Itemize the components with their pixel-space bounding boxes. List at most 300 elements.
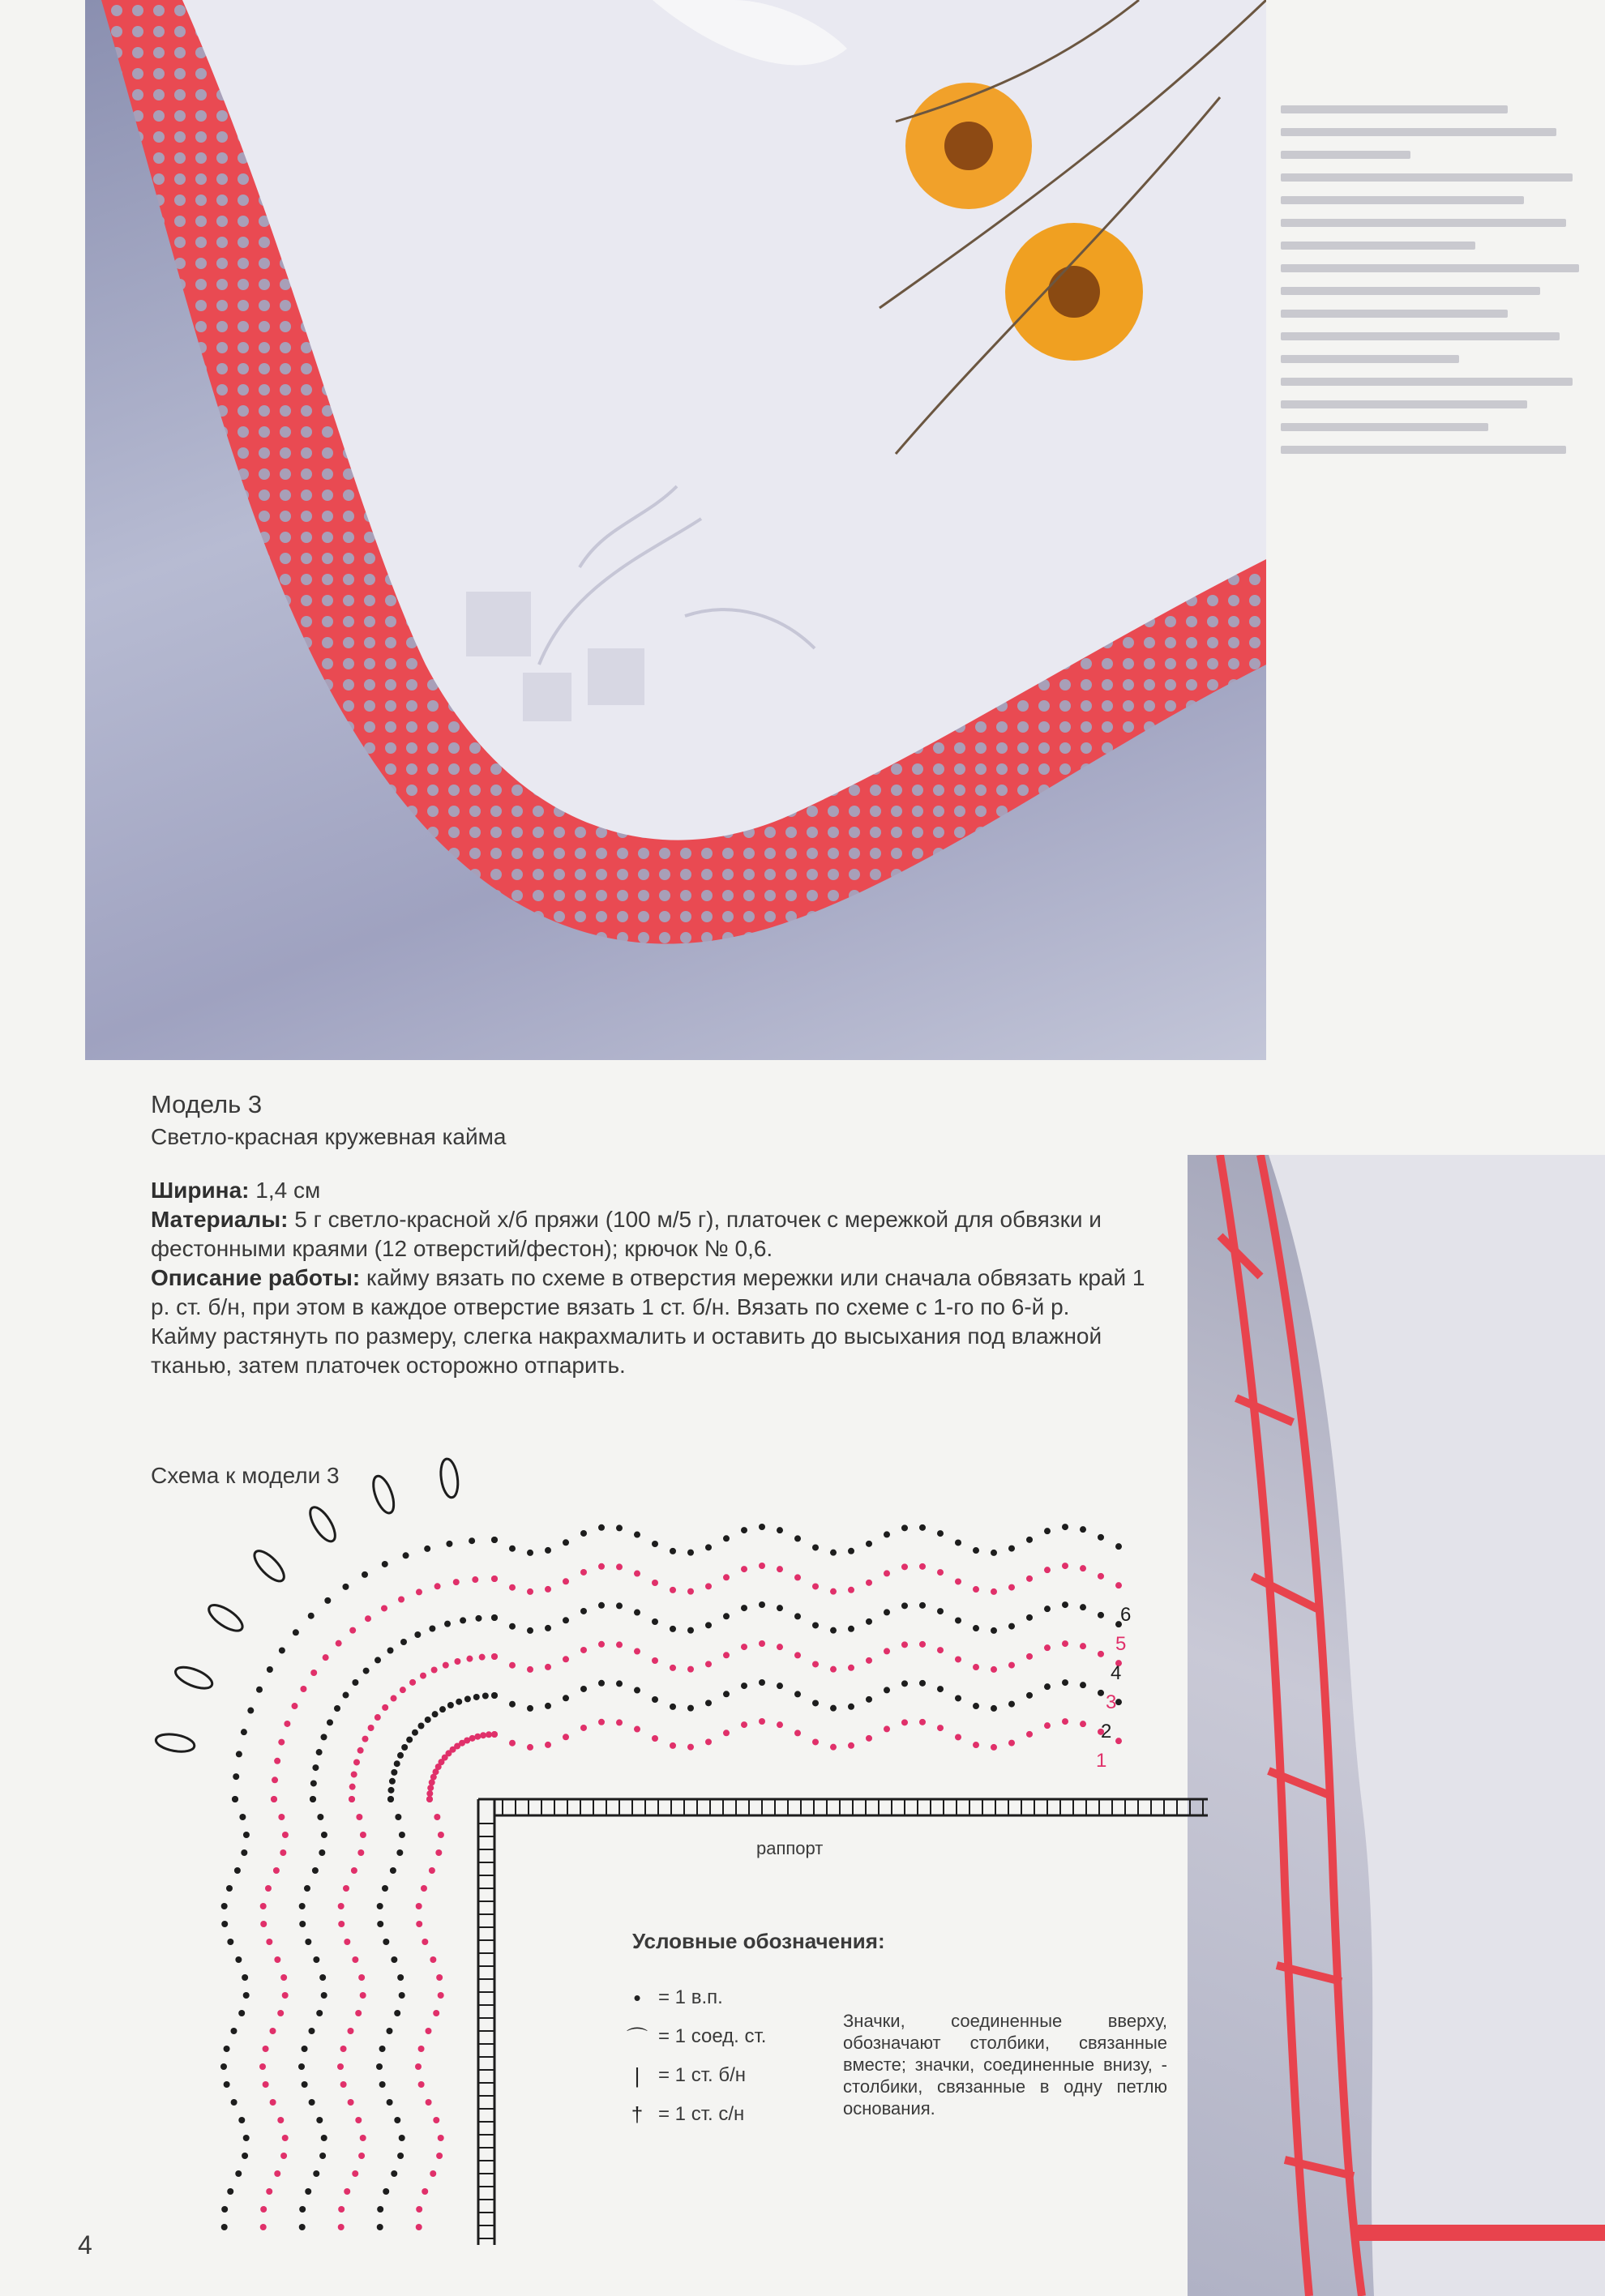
chain-stitch-dot [299,1903,306,1909]
chain-stitch-dot [491,1537,498,1543]
chain-stitch-dot [723,1613,730,1619]
chain-stitch-dot [260,2206,267,2213]
chain-stitch-dot [794,1613,801,1619]
chain-stitch-dot [598,1719,605,1725]
chain-stitch-dot [509,1740,516,1747]
chain-stitch-dot [723,1691,730,1697]
chain-stitch-dot [395,1814,401,1820]
chain-stitch-dot [399,1832,405,1838]
chain-stitch-dot [1098,1573,1104,1580]
chain-stitch-dot [491,1576,498,1582]
chain-stitch-dot [310,1670,317,1676]
chain-stitch-dot [475,1615,481,1622]
row-label: 2 [1101,1721,1112,1742]
chain-stitch-dot [634,1648,640,1655]
chain-stitch-dot [812,1622,819,1628]
chain-stitch-dot [336,1640,342,1647]
chain-stitch-dot [794,1729,801,1736]
materials-line [151,1205,1148,1263]
chain-stitch-dot [382,1885,388,1892]
chain-stitch-dot [221,1921,228,1927]
chain-stitch-dot [340,2046,347,2052]
chain-stitch-dot [444,1621,451,1627]
row-label: 3 [1106,1691,1117,1713]
cluster-petal [250,1546,289,1585]
chain-stitch-dot [433,2010,439,2016]
chain-stitch-dot [376,2063,383,2070]
chain-stitch-dot [338,2206,345,2213]
chain-stitch-dot [598,1680,605,1687]
chain-stitch-dot [362,1571,368,1578]
chain-stitch-dot [1062,1718,1068,1725]
chain-stitch-dot [391,2170,397,2177]
chain-stitch-dot [723,1535,730,1541]
chain-stitch-dot [1044,1644,1051,1651]
chain-stitch-dot [705,1700,712,1706]
legend-item-label: = 1 соед. ст. [658,2025,767,2047]
chain-stitch-dot [723,1652,730,1658]
chain-stitch-dot [342,1584,349,1590]
chain-stitch-dot [414,1631,421,1638]
chain-stitch-dot [363,1668,370,1674]
chain-stitch-dot [464,1695,471,1702]
chain-stitch-dot [527,1588,533,1595]
chain-stitch-dot [453,1579,460,1585]
chain-stitch-dot [687,1588,694,1595]
legend-item-label: = 1 в.п. [658,1986,723,2008]
materials-label: Материалы: [151,1207,289,1232]
chain-stitch-dot [224,2046,230,2052]
chain-stitch-dot [759,1601,765,1608]
chain-stitch-dot [901,1719,908,1725]
chain-stitch-dot [360,2135,366,2141]
chain-stitch-dot [472,1576,478,1583]
chain-stitch-dot [271,1796,277,1802]
chain-stitch-dot [1080,1526,1086,1533]
chain-stitch-dot [652,1657,658,1664]
chain-stitch-dot [634,1571,640,1577]
chain-stitch-dot [241,1849,247,1856]
chain-stitch-dot [260,2224,267,2230]
chain-stitch-dot [337,2063,344,2070]
chain-stitch-dot [274,2170,280,2177]
chain-stitch-dot [460,1617,466,1623]
single-crochet-icon: | [634,2063,640,2088]
chain-stitch-dot [340,2081,347,2088]
chain-stitch-dot [383,1939,389,1945]
chain-stitch-dot [379,2081,386,2088]
model-title: Модель 3 [151,1090,263,1118]
chain-stitch-dot [293,1629,299,1635]
chain-stitch-dot [1062,1679,1068,1686]
chain-stitch-dot [955,1695,961,1701]
chain-stitch-dot [777,1527,783,1533]
chain-stitch-dot [1115,1543,1122,1550]
cluster-petal [370,1473,398,1516]
chain-stitch-dot [319,1849,325,1856]
chain-stitch-dot [563,1734,569,1740]
chain-stitch-dot [901,1641,908,1648]
chain-stitch-dot [705,1544,712,1550]
chain-stitch-dot [741,1527,747,1533]
chain-stitch-dot [1080,1721,1086,1727]
chain-stitch-dot [308,2028,315,2034]
chain-stitch-dot [235,2170,242,2177]
chain-stitch-dot [670,1587,676,1593]
chain-stitch-dot [759,1679,765,1686]
chain-stitch-dot [527,1666,533,1673]
chain-stitch-dot [243,1992,250,1999]
chain-stitch-dot [491,1653,498,1660]
chain-stitch-dot [652,1696,658,1703]
chain-stitch-dot [291,1703,297,1709]
chain-stitch-dot [424,1546,430,1552]
chain-stitch-dot [352,1956,358,1963]
row-label: 1 [1096,1750,1107,1772]
chain-stitch-dot [387,1796,394,1802]
photo-lace-edge-closeup [1188,1155,1605,2296]
chain-stitch-dot [545,1547,551,1554]
chain-stitch-dot [991,1666,997,1673]
chain-stitch-dot [830,1666,837,1673]
chain-stitch-dot [446,1541,452,1547]
chain-stitch-dot [1008,1740,1015,1747]
chain-stitch-dot [409,1679,416,1686]
chain-stitch-dot [344,2188,350,2195]
row-label: 5 [1115,1633,1127,1655]
chain-stitch-dot [280,1974,287,1981]
chain-stitch-dot [741,1682,747,1689]
chain-stitch-dot [919,1719,926,1725]
chain-stitch-dot [447,1702,454,1708]
chain-stitch-dot [429,1867,435,1874]
chain-stitch-dot [317,1814,323,1820]
chain-stitch-dot [479,1654,486,1661]
chain-stitch-dot [563,1539,569,1546]
chain-stitch-dot [919,1680,926,1687]
chain-stitch-dot [794,1691,801,1697]
chain-stitch-dot [412,1729,418,1736]
chain-stitch-dot [741,1605,747,1611]
chain-stitch-dot [741,1644,747,1650]
chain-stitch-dot [545,1742,551,1748]
chain-stitch-dot [598,1563,605,1570]
chain-stitch-dot [260,1903,267,1909]
chain-stitch-dot [955,1656,961,1662]
chain-stitch-dot [379,2046,386,2052]
chain-stitch-dot [389,1778,396,1785]
chain-stitch-dot [1080,1604,1086,1610]
chain-stitch-dot [884,1609,890,1615]
chain-stitch-dot [866,1580,872,1586]
chain-stitch-dot [343,1692,349,1699]
chain-stitch-dot [848,1626,854,1632]
chain-stitch-dot [866,1541,872,1547]
chain-stitch-dot [349,1796,355,1802]
chain-stitch-dot [308,1613,315,1619]
chain-stitch-dot [415,2063,422,2070]
chain-stitch-dot [282,1992,289,1999]
chain-stitch-dot [377,2224,383,2230]
chain-stitch-dot [319,1974,326,1981]
chain-stitch-dot [491,1614,498,1621]
chain-stitch-dot [277,2010,284,2016]
chain-stitch-dot [421,1885,427,1892]
chain-stitch-dot [901,1602,908,1609]
chain-stitch-dot [919,1641,926,1648]
chain-stitch-dot [652,1735,658,1742]
chain-stitch-dot [282,1832,289,1838]
chain-stitch-dot [794,1652,801,1658]
chain-stitch-dot [973,1664,979,1670]
chain-stitch-dot [486,1731,492,1738]
chain-stitch-dot [955,1539,961,1546]
chain-stitch-dot [848,1742,854,1749]
chain-stitch-dot [439,1706,446,1712]
chain-stitch-dot [830,1705,837,1712]
chain-stitch-dot [509,1701,516,1708]
chain-stitch-dot [794,1535,801,1541]
chain-stitch-dot [580,1647,587,1653]
chain-stitch-dot [955,1617,961,1623]
chain-stitch-dot [360,1992,366,1999]
chain-stitch-dot [256,1687,263,1693]
chain-stitch-dot [866,1735,872,1742]
chain-stitch-dot [670,1665,676,1671]
chain-stitch-dot [416,1903,422,1909]
chain-stitch-dot [387,1648,394,1654]
cluster-petal [306,1503,340,1545]
chain-stitch-dot [431,1666,438,1673]
chain-stitch-dot [310,1780,317,1786]
chain-stitch-dot [1098,1651,1104,1657]
chain-stitch-dot [273,1867,280,1874]
model-subtitle: Светло-красная кружевная кайма [151,1124,507,1149]
chain-stitch-dot [418,2046,425,2052]
chain-stitch-dot [433,2117,439,2123]
chain-stitch-dot [509,1546,516,1552]
chain-stitch-dot [759,1640,765,1647]
chain-stitch-dot [1008,1546,1015,1552]
chain-stitch-dot [352,1679,358,1686]
chain-stitch-dot [491,1692,498,1699]
chain-stitch-dot [365,1615,371,1622]
chain-stitch-dot [991,1550,997,1556]
chain-stitch-dot [563,1656,569,1662]
chain-stitch-dot [267,1666,273,1673]
chain-stitch-dot [278,1739,285,1746]
chain-stitch-dot [937,1647,944,1653]
chain-stitch-dot [416,1921,422,1927]
chain-stitch-dot [652,1618,658,1625]
chain-stitch-dot [973,1625,979,1631]
chain-stitch-dot [598,1602,605,1609]
chain-stitch-dot [282,2135,289,2141]
chain-stitch-dot [563,1695,569,1701]
chain-stitch-dot [794,1574,801,1580]
chain-stitch-dot [391,1695,397,1702]
row-label: 6 [1120,1604,1132,1626]
chain-stitch-dot [351,1771,357,1777]
chain-stitch-dot [401,1744,408,1751]
chain-stitch-dot [357,1849,364,1856]
chain-stitch-dot [349,1627,356,1634]
chain-stitch-dot [973,1586,979,1593]
chain-stitch-dot [435,1849,442,1856]
chain-stitch-dot [580,1569,587,1576]
chain-stitch-dot [1080,1682,1086,1688]
slip-stitch-icon: ⌒ [626,2025,648,2050]
chain-stitch-dot [436,2153,443,2159]
chain-stitch-dot [1062,1563,1068,1569]
chain-stitch-dot [687,1705,694,1712]
chain-stitch-dot [274,1956,280,1963]
chain-stitch-dot [309,2099,315,2106]
chain-stitch-dot [705,1661,712,1667]
chain-stitch-dot [321,2135,327,2141]
chain-stitch-dot [382,1561,388,1567]
chain-stitch-dot [919,1524,926,1531]
chain-stitch-dot [919,1563,926,1570]
chain-stitch-dot [358,2153,365,2159]
chain-stitch-dot [334,1705,340,1712]
chain-stitch-dot [1098,1690,1104,1696]
legend-item-label: = 1 ст. б/н [658,2064,747,2086]
chain-stitch-dot [1080,1643,1086,1649]
chain-stitch-dot [812,1700,819,1706]
chain-stitch-dot [777,1682,783,1689]
chain-stitch-dot [1062,1640,1068,1647]
chain-stitch-dot [991,1744,997,1751]
chain-stitch-dot [527,1705,533,1712]
chain-stitch-dot [417,1722,424,1729]
rapport-label: раппорт [756,1838,824,1858]
chain-stitch-dot [347,2028,353,2034]
chain-stitch-dot [355,2010,362,2016]
chain-stitch-dot [919,1602,926,1609]
chain-stitch-dot [266,1939,272,1945]
chain-stitch-dot [321,1832,327,1838]
chain-stitch-dot [1008,1662,1015,1669]
chain-stitch-dot [220,2063,227,2070]
chain-stitch-dot [687,1744,694,1751]
chain-stitch-dot [509,1662,516,1669]
chain-stitch-dot [425,1717,431,1723]
chain-stitch-dot [327,1719,333,1725]
row-label: 4 [1111,1662,1122,1684]
chain-stitch-dot [338,1921,345,1927]
chain-stitch-dot [1008,1623,1015,1630]
chain-stitch-icon: • [633,1985,641,2010]
chain-stitch-dot [777,1605,783,1611]
chain-stitch-dot [266,2188,272,2195]
chain-stitch-dot [973,1547,979,1554]
chain-stitch-dot [438,1992,444,1999]
chain-stitch-dot [429,1626,435,1632]
chain-stitch-dot [221,1903,228,1909]
chain-stitch-dot [670,1548,676,1554]
chain-stitch-dot [509,1623,516,1630]
chain-stitch-dot [422,2188,428,2195]
chain-stitch-dot [527,1744,533,1751]
chain-stitch-dot [1098,1534,1104,1541]
chain-stitch-dot [482,1692,489,1699]
cluster-petal [173,1663,215,1693]
chain-stitch-dot [1044,1605,1051,1612]
chain-stitch-dot [616,1680,623,1687]
chain-stitch-dot [777,1721,783,1728]
chain-stitch-dot [221,2206,228,2213]
chain-stitch-dot [812,1544,819,1550]
chain-stitch-dot [368,1725,374,1731]
chain-stitch-dot [377,1921,383,1927]
chain-stitch-dot [300,1686,306,1692]
chain-stitch-dot [351,1867,357,1874]
lace-closeup-illustration [1188,1155,1605,2296]
chain-stitch-dot [545,1625,551,1631]
chain-stitch-dot [305,2188,311,2195]
chain-stitch-dot [634,1610,640,1616]
chain-stitch-dot [866,1696,872,1703]
chain-stitch-dot [422,1939,428,1945]
chain-stitch-dot [652,1580,658,1586]
chain-stitch-dot [545,1664,551,1670]
chain-stitch-dot [1008,1701,1015,1708]
chain-stitch-dot [901,1680,908,1687]
finishing-line: Кайму растянуть по размеру, слегка накрахмалить и оставить до высыхания под влажной тканью, затем платочек осторожно отпарить. [151,1323,1102,1378]
legend-item-label: = 1 ст. с/н [658,2103,745,2125]
handkerchief-illustration [85,0,1266,1060]
chain-stitch-dot [224,2081,230,2088]
chain-stitch-dot [302,2081,308,2088]
chain-stitch-dot [277,2117,284,2123]
chain-stitch-dot [397,1752,404,1759]
model-description [151,1090,1148,1380]
chain-stitch-dot [480,1732,486,1738]
chain-stitch-dot [313,2170,319,2177]
chain-stitch-dot [304,1885,310,1892]
chain-stitch-dot [232,1796,238,1802]
chain-stitch-dot [1044,1567,1051,1573]
chain-stitch-dot [454,1658,460,1665]
chain-stitch-dot [226,1885,233,1892]
chain-stitch-dot [230,2028,237,2034]
chain-stitch-dot [937,1725,944,1731]
chain-stitch-dot [991,1627,997,1634]
chain-stitch-dot [343,1885,349,1892]
chain-stitch-dot [397,2153,404,2159]
chain-stitch-dot [272,1777,278,1783]
chain-stitch-dot [443,1662,449,1669]
chain-stitch-dot [652,1541,658,1547]
chain-stitch-dot [830,1627,837,1634]
chain-stitch-dot [598,1524,605,1531]
chain-stitch-dot [418,2081,425,2088]
chain-stitch-dot [280,2153,287,2159]
chain-stitch-dot [227,1939,233,1945]
chain-stitch-dot [687,1627,694,1634]
chain-stitch-dot [491,1731,498,1738]
chain-stitch-dot [848,1704,854,1710]
chain-stitch-dot [848,1587,854,1593]
chain-stitch-dot [377,1903,383,1909]
chain-stitch-dot [279,1647,285,1653]
chain-stitch-dot [884,1570,890,1576]
chain-stitch-dot [1026,1576,1033,1582]
chain-stitch-dot [400,1639,407,1645]
chain-stitch-dot [1115,1738,1122,1744]
chain-stitch-dot [299,2224,306,2230]
